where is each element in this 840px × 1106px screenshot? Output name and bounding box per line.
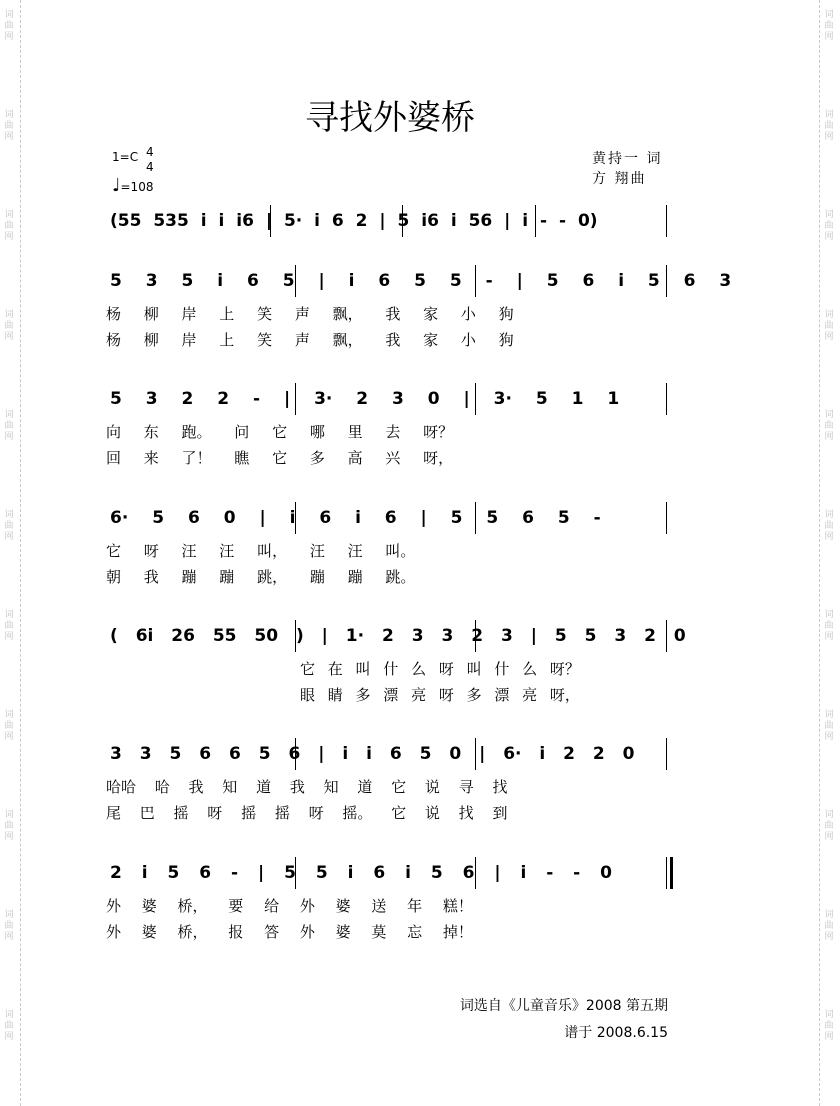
composer: 方 翔曲 xyxy=(592,171,647,187)
watermark: 词曲网 xyxy=(824,310,834,342)
lyrics-verse-1: 外 婆 桥， 要 给 外 婆 送 年 糕！ xyxy=(106,897,473,915)
watermark: 词曲网 xyxy=(4,10,14,42)
watermark: 词曲网 xyxy=(4,810,14,842)
lyrics-verse-1: 向 东 跑。 问 它 哪 里 去 呀？ xyxy=(106,423,454,441)
system-notes: 6· 5 6 0 | i 6 i 6 | 5 5 6 5 - xyxy=(110,508,601,528)
watermark: 词曲网 xyxy=(824,1010,834,1042)
watermark: 词曲网 xyxy=(824,10,834,42)
lyrics-verse-1: 它 呀 汪 汪 叫， 汪 汪 叫。 xyxy=(106,542,416,560)
watermark: 词曲网 xyxy=(824,910,834,942)
lyrics-verse-2: 朝 我 蹦 蹦 跳， 蹦 蹦 跳。 xyxy=(106,568,416,586)
tempo-marking xyxy=(112,175,153,196)
lyricist: 黄持一 词 xyxy=(592,151,663,167)
quarter-note-icon: ♩ xyxy=(112,175,121,196)
watermark: 词曲网 xyxy=(4,110,14,142)
intro-notation: (55 535 i i i6 | 5· i 6 2 | 5 i6 i 56 | i - - 0) xyxy=(110,211,598,231)
watermark: 词曲网 xyxy=(824,210,834,242)
watermark: 词曲网 xyxy=(4,910,14,942)
lyrics-verse-2: 杨 柳 岸 上 笑 声 飘， 我 家 小 狗 xyxy=(106,331,514,349)
system-notes: 2 i 5 6 - | 5 5 i 6 i 5 6 | i - - 0 xyxy=(110,863,612,883)
time-bottom: 4 xyxy=(146,160,154,174)
music-system-2 xyxy=(100,383,680,473)
music-system-3 xyxy=(100,502,680,592)
music-system-1 xyxy=(100,265,732,355)
tempo-value: =108 xyxy=(120,180,154,194)
barline xyxy=(666,205,667,237)
watermark: 词曲网 xyxy=(4,510,14,542)
time-top: 4 xyxy=(146,145,154,159)
time-signature xyxy=(146,145,154,175)
system-notes: 3 3 5 6 6 5 6 | i i 6 5 0 | 6· i 2 2 0 xyxy=(110,744,635,764)
lyrics-verse-2: 外 婆 桥， 报 答 外 婆 莫 忘 掉！ xyxy=(106,923,473,941)
system-notes: ( 6i 26 55 50 ) | 1· 2 3 3 2 3 | 5 5 3 2 0 xyxy=(110,626,686,646)
watermark: 词曲网 xyxy=(824,610,834,642)
watermark: 词曲网 xyxy=(824,810,834,842)
lyrics-verse-2: 尾 巴 摇 呀 摇 摇 呀 摇。 它 说 找 到 xyxy=(106,804,508,822)
intro-line xyxy=(100,205,680,245)
lyrics-verse-2: 回 来 了！ 瞧 它 多 高 兴 呀， xyxy=(106,449,454,467)
final-barline xyxy=(666,857,667,889)
source-note: 词选自《儿童音乐》2008 第五期 xyxy=(459,998,668,1014)
lyrics-verse-1: 哈哈 哈 我 知 道 我 知 道 它 说 寻 找 xyxy=(106,778,508,796)
music-system-6 xyxy=(100,857,680,947)
watermark: 词曲网 xyxy=(824,110,834,142)
music-system-4 xyxy=(100,620,686,710)
watermark: 词曲网 xyxy=(824,410,834,442)
watermark: 词曲网 xyxy=(4,310,14,342)
barline xyxy=(666,502,667,534)
system-notes: 5 3 2 2 - | 3· 2 3 0 | 3· 5 1 1 xyxy=(110,389,620,409)
barline xyxy=(666,383,667,415)
final-barline-thick xyxy=(670,857,673,889)
watermark: 词曲网 xyxy=(4,410,14,442)
watermark: 词曲网 xyxy=(824,710,834,742)
music-system-5 xyxy=(100,738,680,828)
left-margin xyxy=(0,0,21,1106)
lyrics-verse-1: 杨 柳 岸 上 笑 声 飘， 我 家 小 狗 xyxy=(106,305,514,323)
watermark: 词曲网 xyxy=(4,710,14,742)
lyrics-verse-2: 眼 睛 多 漂 亮 呀 多 漂 亮 呀， xyxy=(300,686,580,704)
watermark: 词曲网 xyxy=(4,610,14,642)
watermark: 词曲网 xyxy=(4,1010,14,1042)
barline xyxy=(666,738,667,770)
watermark: 词曲网 xyxy=(824,510,834,542)
key-signature: 1=C xyxy=(112,150,139,164)
watermark: 词曲网 xyxy=(4,210,14,242)
lyrics-verse-1: 它 在 叫 什 么 呀 叫 什 么 呀？ xyxy=(300,660,580,678)
song-title: 寻找外婆桥 xyxy=(305,98,475,138)
right-margin xyxy=(819,0,840,1106)
system-notes: 5 3 5 i 6 5 | i 6 5 5 - | 5 6 i 5 6 3 xyxy=(110,271,732,291)
date-note: 谱于 2008.6.15 xyxy=(564,1025,668,1041)
